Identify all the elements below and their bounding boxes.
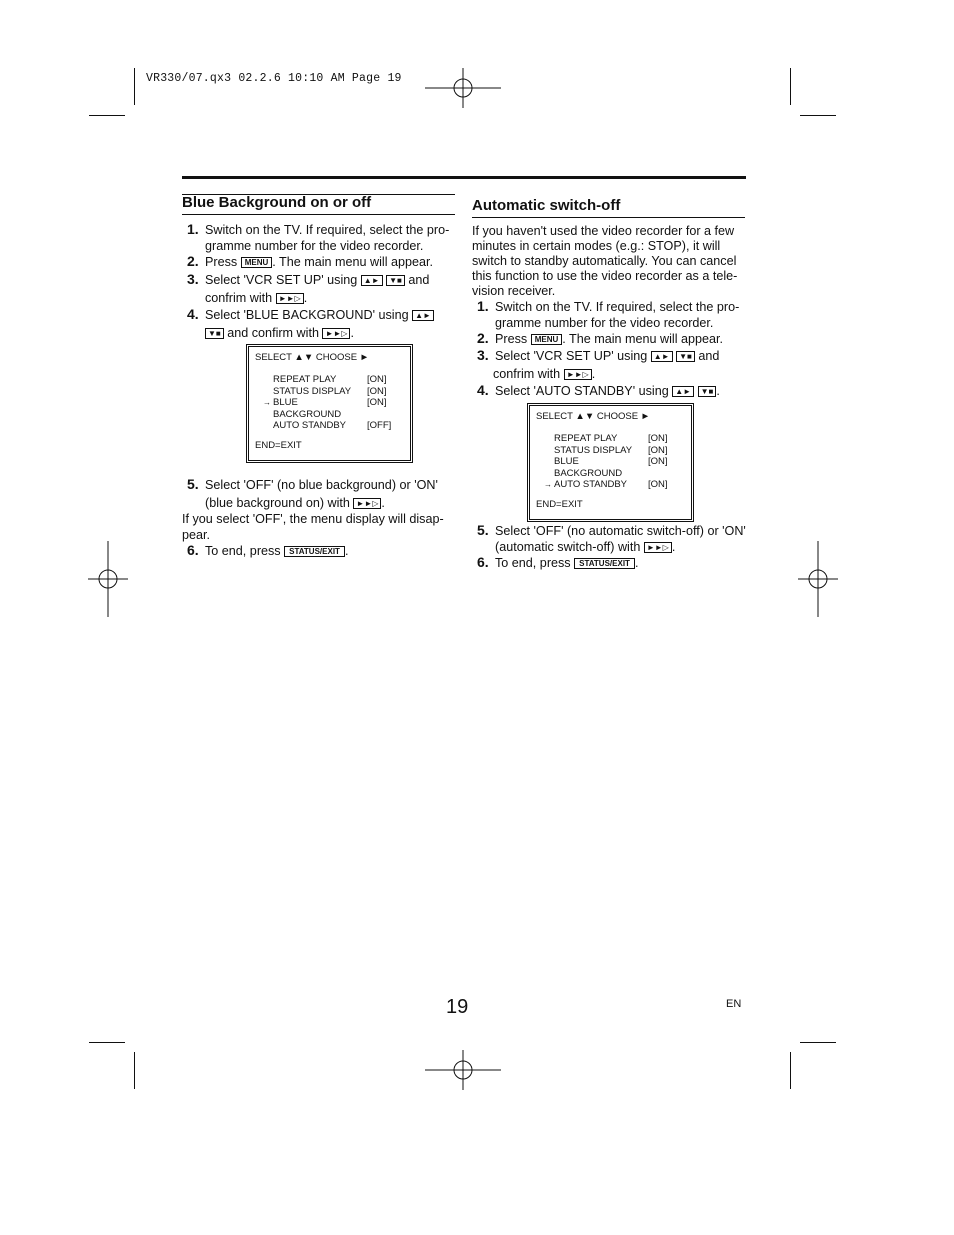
menu-key-icon: MENU (531, 334, 563, 345)
crop-mark (134, 68, 135, 105)
step-5: 5. Select 'OFF' (no blue background) or 'ON' (blue background on) with ►►▷ . (187, 476, 438, 510)
note: If you select 'OFF', the menu display will disap-pear. (182, 512, 444, 542)
crop-mark (89, 115, 125, 116)
play-key-icon: ►►▷ (564, 369, 592, 380)
left-heading-rule (182, 214, 455, 215)
crop-mark (134, 1052, 135, 1089)
page-number: 19 (446, 996, 469, 1018)
crop-mark (800, 1042, 836, 1043)
step-2: 2. Press MENU . The main menu will appear. (477, 330, 724, 346)
right-column (472, 198, 746, 399)
play-key-icon: ►►▷ (353, 498, 381, 509)
up-right-key-icon: ▲► (651, 351, 673, 362)
menu-list (263, 374, 391, 432)
menu-screen: SELECT ▲▼ CHOOSE ► REPEAT PLAY [ON] STATUS DISPLAY [ON] → BLUE BACKGROUND [ON] AUTO STANDBY [OFF] END=EXIT (246, 344, 413, 463)
step-2: 2. Press MENU . The main menu will appear. (187, 253, 434, 269)
right-heading-rule (472, 217, 745, 218)
menu-item: BLUE BACKGROUND [ON] (554, 456, 668, 479)
menu-item: STATUS DISPLAY [ON] (554, 444, 668, 456)
crop-mark (790, 1052, 791, 1089)
section-heading: Blue Background on or off (182, 194, 372, 211)
step-3: 3. Select 'VCR SET UP' using ▲► ▼■ and confrim with ►►▷ . (477, 347, 720, 381)
intro-paragraph: If you haven't used the video recorder for a few minutes in certain modes (e.g.: STOP), it will switch to standby automatically. You can cancel this function to use the video recorder as a tele-vision receiver. (472, 224, 738, 298)
step-1: 1. Switch on the TV. If required, select the pro-gramme number for the video recorder. (477, 298, 740, 330)
top-rule (182, 176, 746, 179)
registration-mark-icon (798, 541, 838, 617)
menu-item: AUTO STANDBY [OFF] (273, 420, 392, 431)
crop-mark (89, 1042, 125, 1043)
step-6: 6. To end, press STATUS/EXIT . (477, 554, 639, 570)
print-slug: VR330/07.qx3 02.2.6 10:10 AM Page 19 (146, 72, 402, 85)
menu-list (544, 433, 668, 491)
menu-item: → AUTO STANDBY [ON] (544, 479, 668, 490)
up-right-key-icon: ▲► (361, 275, 383, 286)
menu-item: STATUS DISPLAY [ON] (273, 385, 387, 397)
menu-key-icon: MENU (241, 257, 273, 268)
step-5: 5. Select 'OFF' (no automatic switch-off) or 'ON' (automatic switch-off) with ►►▷ . (477, 522, 746, 554)
registration-mark-icon (425, 1050, 501, 1090)
play-key-icon: ►►▷ (322, 328, 350, 339)
language-code: EN (726, 998, 742, 1010)
menu-screen: SELECT ▲▼ CHOOSE ► REPEAT PLAY [ON] STATUS DISPLAY [ON] BLUE BACKGROUND [ON] → AUTO STANDBY [ON] END=EXIT (527, 403, 694, 522)
down-stop-key-icon: ▼■ (698, 386, 717, 397)
down-stop-key-icon: ▼■ (676, 351, 695, 362)
step-4: 4. Select 'BLUE BACKGROUND' using ▲► ▼■ and confirm with ►►▷ . (187, 307, 457, 341)
step-4: 4. Select 'AUTO STANDBY' using ▲► ▼■ . (477, 382, 720, 398)
step-6: 6. To end, press STATUS/EXIT . (187, 542, 349, 558)
crop-mark (800, 115, 836, 116)
status-exit-key-icon: STATUS/EXIT (284, 546, 345, 557)
left-column-lower (182, 477, 452, 559)
menu-item: REPEAT PLAY [ON] (273, 374, 387, 385)
menu-item: → BLUE BACKGROUND [ON] (263, 397, 387, 420)
play-key-icon: ►►▷ (276, 293, 304, 304)
crop-mark (790, 68, 791, 105)
menu-item: REPEAT PLAY [ON] (554, 433, 668, 444)
play-key-icon: ►►▷ (644, 542, 672, 553)
down-stop-key-icon: ▼■ (205, 328, 224, 339)
up-right-key-icon: ▲► (412, 310, 434, 321)
section-heading: Automatic switch-off (472, 197, 621, 214)
left-column (182, 195, 452, 341)
right-column-lower (472, 523, 746, 571)
step-1: 1. Switch on the TV. If required, select the pro-gramme number for the video recorder. (187, 221, 450, 253)
registration-mark-icon (88, 541, 128, 617)
down-stop-key-icon: ▼■ (386, 275, 405, 286)
registration-mark-icon (425, 68, 501, 108)
up-right-key-icon: ▲► (672, 386, 694, 397)
status-exit-key-icon: STATUS/EXIT (574, 558, 635, 569)
step-3: 3. Select 'VCR SET UP' using ▲► ▼■ and confrim with ►►▷ . (187, 271, 430, 305)
